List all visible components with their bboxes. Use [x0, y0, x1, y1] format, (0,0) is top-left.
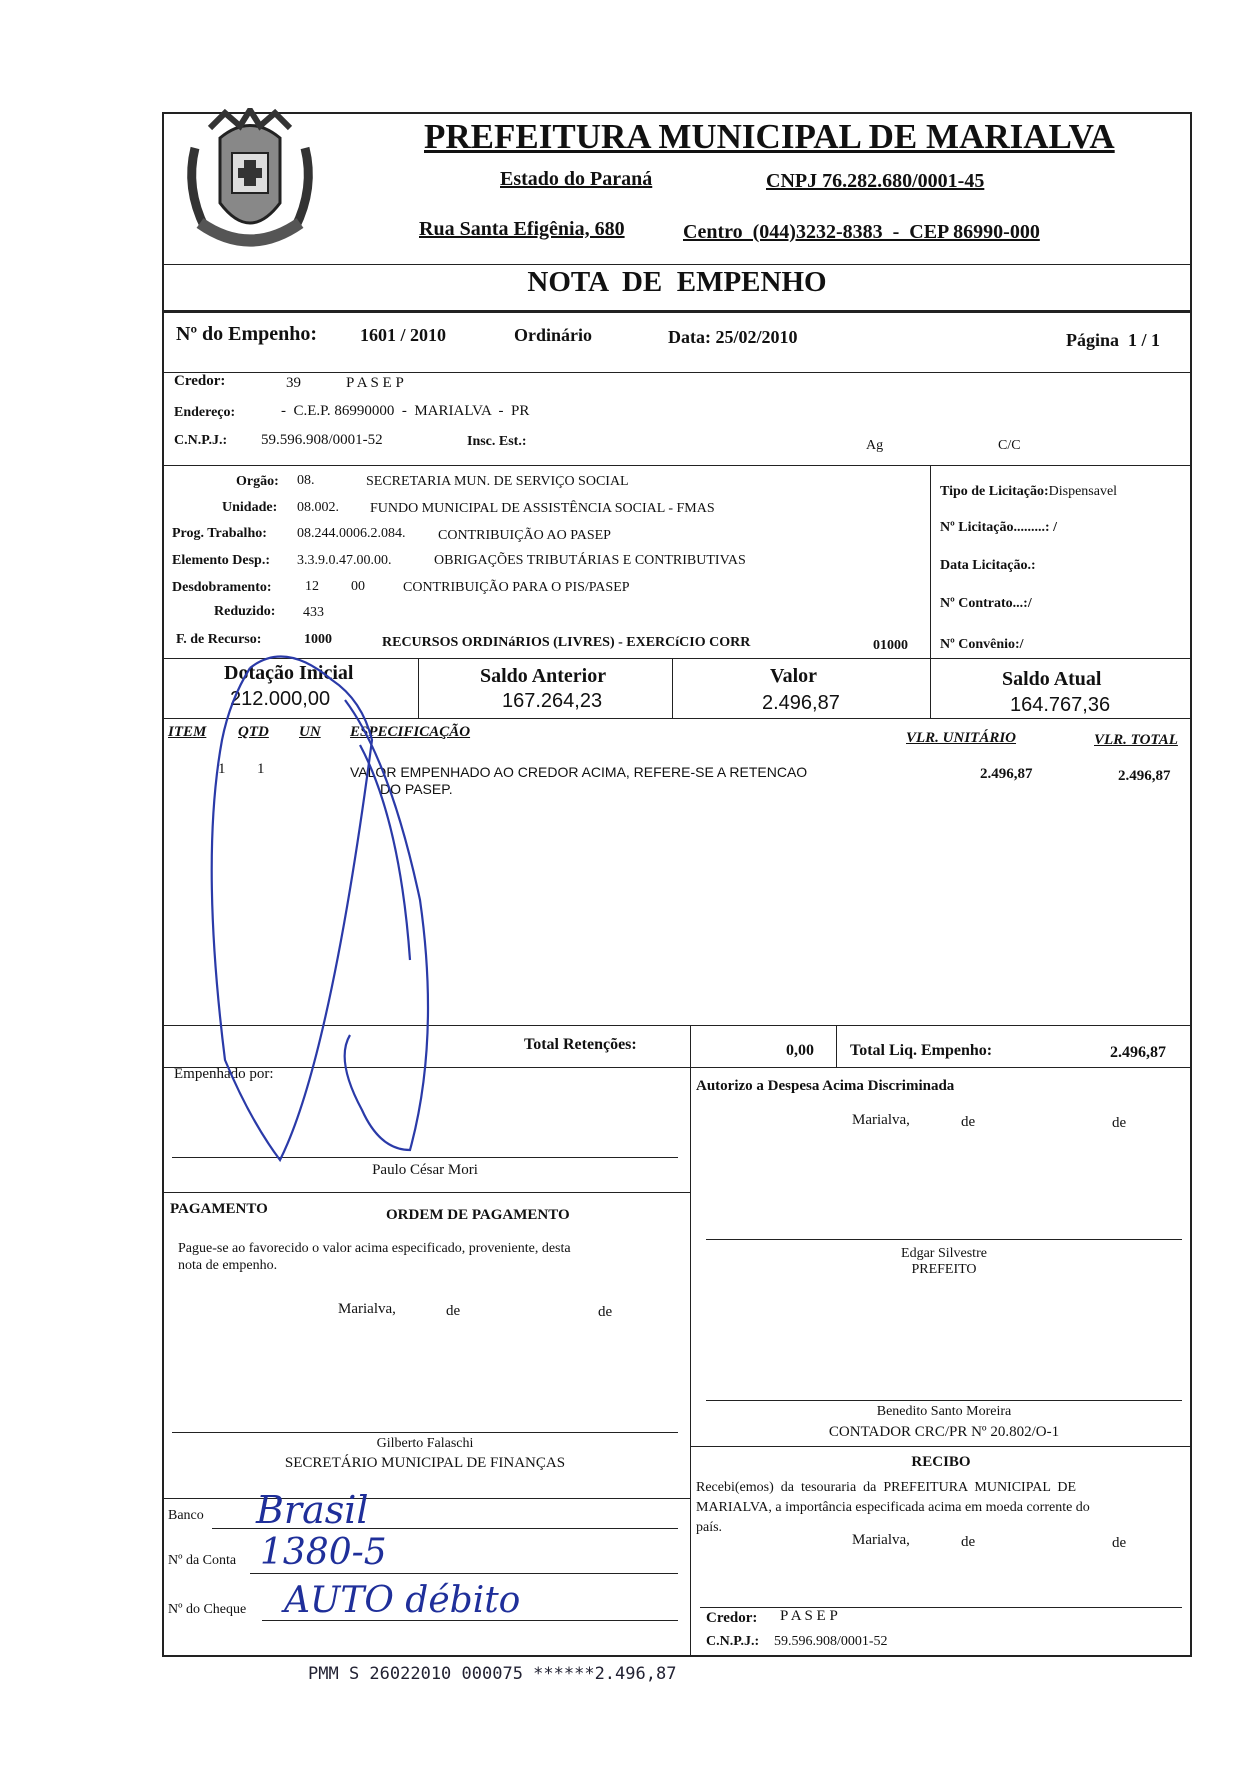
prog-desc: CONTRIBUIÇÃO AO PASEP	[438, 528, 611, 543]
page-number: Página 1 / 1	[1066, 330, 1161, 350]
autorizo-de-1: de	[961, 1114, 976, 1130]
convenio-numero: Nº Convênio:/	[940, 637, 1024, 652]
item-total-value: 2.496,87	[1118, 768, 1171, 784]
saldo-atual-label: Saldo Atual	[1002, 668, 1102, 690]
secretario-role: SECRETÁRIO MUNICIPAL DE FINANÇAS	[284, 1455, 566, 1471]
ag-label: Ag	[866, 438, 884, 453]
empenhado-signer: Paulo César Mori	[372, 1162, 478, 1178]
credor-cnpj: 59.596.908/0001-52	[261, 432, 383, 448]
payment-stamp: PMM S 26022010 000075 ******2.496,87	[308, 1664, 677, 1684]
col-vlr-unitario: VLR. UNITÁRIO	[906, 730, 1017, 746]
unidade-desc: FUNDO MUNICIPAL DE ASSISTÊNCIA SOCIAL - FMAS	[370, 501, 715, 516]
header-cnpj: CNPJ 76.282.680/0001-45	[766, 170, 985, 192]
elemento-label: Elemento Desp.:	[172, 553, 270, 568]
fonte-code-2: 01000	[873, 638, 908, 653]
empenho-number-label: Nº do Empenho:	[176, 323, 318, 345]
banco-label: Banco	[168, 1508, 204, 1523]
total-retencoes-value: 0,00	[786, 1042, 814, 1059]
recibo-credor-name: P A S E P	[780, 1608, 838, 1624]
recibo-label: RECIBO	[911, 1454, 971, 1470]
licitacao-tipo: Tipo de Licitação:Dispensavel	[940, 484, 1118, 499]
autorizo-de-2: de	[1112, 1115, 1127, 1131]
pagamento-place: Marialva,	[338, 1301, 396, 1317]
recibo-text-3: país.	[696, 1520, 723, 1535]
empenhado-por-label: Empenhado por:	[174, 1066, 274, 1082]
desdobramento-2: 00	[351, 579, 365, 594]
prog-code: 08.244.0006.2.084.	[297, 526, 406, 541]
total-liq-label: Total Liq. Empenho:	[850, 1042, 993, 1059]
desdobramento-label: Desdobramento:	[172, 580, 272, 595]
autorizo-place: Marialva,	[852, 1112, 910, 1128]
cnpj-label: C.N.P.J.:	[174, 433, 228, 448]
pagamento-label: PAGAMENTO	[170, 1201, 268, 1217]
saldo-atual-value: 164.767,36	[1010, 694, 1111, 716]
credor-name: P A S E P	[346, 375, 404, 391]
recibo-text-2: MARIALVA, a importância especificada acima em moeda corrente do	[696, 1500, 1090, 1515]
orgao-desc: SECRETARIA MUN. DE SERVIÇO SOCIAL	[366, 474, 629, 489]
item-desc-line-1: VALOR EMPENHADO AO CREDOR ACIMA, REFERE-SE A RETENCAO	[350, 764, 808, 780]
recibo-de-1: de	[961, 1534, 976, 1550]
reduzido-value: 433	[303, 605, 324, 620]
total-liq-value: 2.496,87	[1110, 1044, 1166, 1061]
insc-est-label: Insc. Est.:	[467, 434, 527, 449]
col-especificacao: ESPECIFICAÇÃO	[350, 724, 471, 740]
municipality-title: PREFEITURA MUNICIPAL DE MARIALVA	[424, 117, 1115, 156]
conta-value: 1380-5	[260, 1532, 387, 1573]
prog-label: Prog. Trabalho:	[172, 526, 267, 541]
credor-label: Credor:	[174, 373, 226, 389]
valor-value: 2.496,87	[762, 692, 840, 714]
item-number: 1	[218, 761, 226, 777]
recibo-cnpj-label: C.N.P.J.:	[706, 1634, 760, 1649]
pagamento-de-2: de	[598, 1304, 613, 1320]
reduzido-label: Reduzido:	[214, 604, 276, 619]
desdobramento-1: 12	[305, 579, 319, 594]
empenho-date: Data: 25/02/2010	[668, 327, 798, 347]
valor-label: Valor	[770, 665, 818, 687]
unidade-code: 08.002.	[297, 500, 339, 515]
contador-role: CONTADOR CRC/PR Nº 20.802/O-1	[828, 1424, 1060, 1440]
prefeito-name: Edgar Silvestre	[901, 1246, 987, 1261]
saldo-anterior-label: Saldo Anterior	[480, 665, 607, 687]
credor-code: 39	[286, 375, 301, 391]
cc-label: C/C	[998, 438, 1021, 453]
item-desc-line-2: DO PASEP.	[380, 781, 453, 797]
recibo-de-2: de	[1112, 1535, 1127, 1551]
prefeito-role: PREFEITO	[911, 1262, 977, 1277]
dotacao-inicial-label: Dotação Inicial	[224, 662, 354, 684]
fonte-desc: RECURSOS ORDINáRIOS (LIVRES) - EXERCíCIO CORR	[382, 635, 751, 650]
item-unit-value: 2.496,87	[980, 766, 1033, 782]
col-un: UN	[299, 724, 321, 740]
document-title: NOTA DE EMPENHO	[527, 266, 827, 298]
banco-value: Brasil	[256, 1488, 369, 1532]
cheque-label: Nº do Cheque	[168, 1602, 247, 1617]
empenho-number: 1601 / 2010	[360, 325, 447, 345]
cheque-value: AUTO débito	[284, 1580, 521, 1621]
elemento-desc: OBRIGAÇÕES TRIBUTÁRIAS E CONTRIBUTIVAS	[434, 553, 746, 568]
total-retencoes-label: Total Retenções:	[524, 1036, 637, 1053]
pagamento-de-1: de	[446, 1303, 461, 1319]
state-name: Estado do Paraná	[500, 168, 653, 190]
fonte-code: 1000	[304, 632, 332, 647]
recibo-credor-label: Credor:	[706, 1610, 758, 1626]
elemento-code: 3.3.9.0.47.00.00.	[297, 553, 392, 568]
empenho-type: Ordinário	[514, 325, 593, 345]
pagamento-text-1: Pague-se ao favorecido o valor acima especificado, proveniente, desta	[178, 1241, 571, 1256]
recibo-place: Marialva,	[852, 1532, 910, 1548]
pagamento-text-2: nota de empenho.	[178, 1258, 278, 1273]
contact-info: Centro (044)3232-8383 - CEP 86990-000	[683, 221, 1040, 243]
credor-address: - C.E.P. 86990000 - MARIALVA - PR	[281, 403, 530, 419]
contrato-numero: Nº Contrato...:/	[940, 596, 1032, 611]
endereco-label: Endereço:	[174, 405, 236, 420]
item-qtd: 1	[257, 761, 265, 777]
dotacao-inicial-value: 212.000,00	[230, 688, 331, 710]
licitacao-data: Data Licitação.:	[940, 558, 1036, 573]
autorizo-label: Autorizo a Despesa Acima Discriminada	[696, 1078, 955, 1094]
coat-of-arms-icon	[180, 108, 320, 258]
secretario-name: Gilberto Falaschi	[376, 1436, 474, 1451]
ordem-pagamento-label: ORDEM DE PAGAMENTO	[386, 1207, 570, 1223]
unidade-label: Unidade:	[222, 500, 278, 515]
conta-label: Nº da Conta	[168, 1553, 237, 1568]
contador-name: Benedito Santo Moreira	[876, 1404, 1012, 1419]
orgao-label: Orgão:	[236, 474, 279, 489]
street-address: Rua Santa Efigênia, 680	[419, 218, 625, 240]
saldo-anterior-value: 167.264,23	[502, 690, 603, 712]
recibo-cnpj: 59.596.908/0001-52	[774, 1634, 888, 1649]
col-vlr-total: VLR. TOTAL	[1094, 732, 1178, 748]
recibo-text-1: Recebi(emos) da tesouraria da PREFEITURA MUNICIPAL DE	[696, 1480, 1077, 1495]
orgao-code: 08.	[297, 473, 315, 488]
licitacao-numero: Nº Licitação.........: /	[940, 520, 1057, 535]
desdobramento-desc: CONTRIBUIÇÃO PARA O PIS/PASEP	[403, 580, 630, 595]
col-qtd: QTD	[238, 724, 269, 740]
fonte-label: F. de Recurso:	[176, 632, 262, 647]
col-item: ITEM	[168, 724, 207, 740]
